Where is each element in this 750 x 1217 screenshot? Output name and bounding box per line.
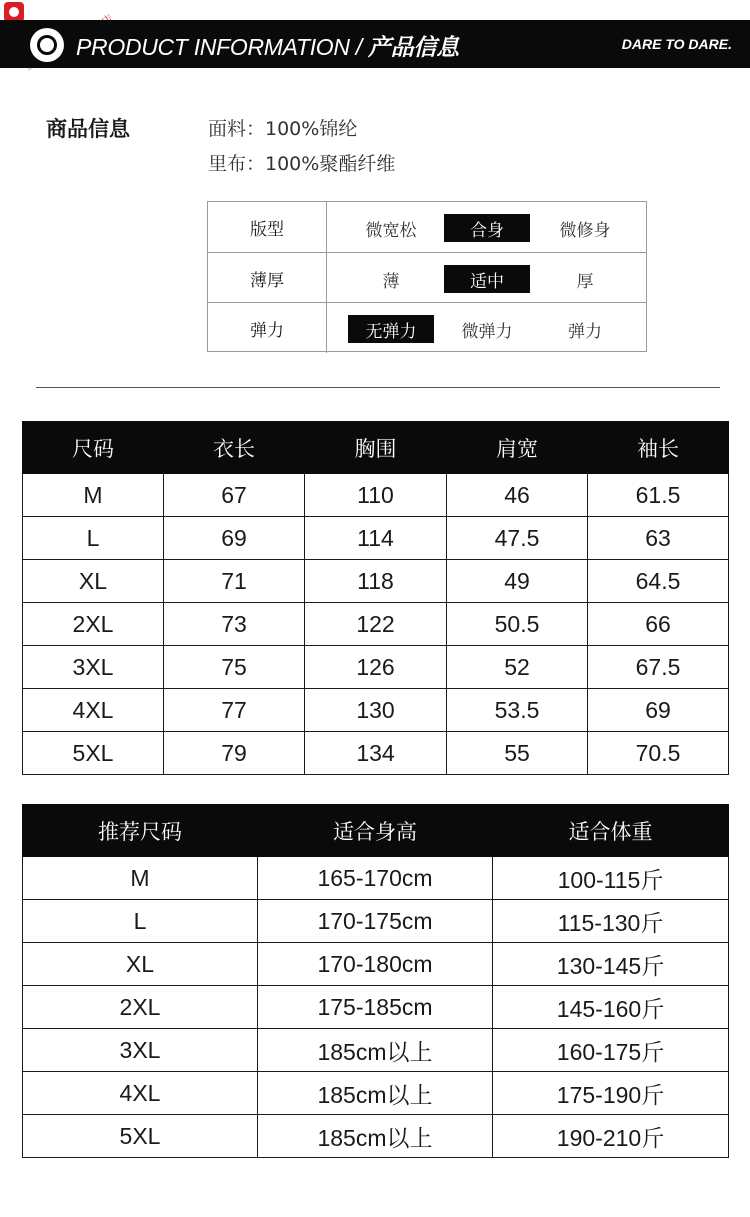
table-row	[23, 986, 729, 1029]
recommend-cell: M	[23, 857, 258, 900]
attribute-option-selected: 适中	[444, 265, 530, 293]
recommend-cell: 2XL	[23, 986, 258, 1029]
fabric-line: 面料：100%锦纶	[208, 118, 358, 140]
size-chart-cell: M	[23, 474, 164, 517]
recommend-cell: 185cm以上	[258, 1115, 493, 1158]
recommend-cell: 185cm以上	[258, 1072, 493, 1115]
recommend-cell: 3XL	[23, 1029, 258, 1072]
size-chart-header-cell: 衣长	[164, 422, 305, 474]
recommend-cell: L	[23, 900, 258, 943]
recommend-cell: 115-130斤	[493, 900, 729, 943]
brand-logo	[4, 2, 24, 22]
size-chart-cell: 122	[305, 603, 447, 646]
attribute-option: 微弹力	[461, 321, 513, 342]
size-chart-cell: 64.5	[588, 560, 729, 603]
size-chart-cell: 63	[588, 517, 729, 560]
recommend-cell: 5XL	[23, 1115, 258, 1158]
attribute-row-stretch	[208, 302, 646, 353]
recommend-cell: 175-185cm	[258, 986, 493, 1029]
size-chart-cell: 5XL	[23, 732, 164, 775]
size-chart-cell: 73	[164, 603, 305, 646]
size-chart-cell: 46	[447, 474, 588, 517]
size-chart-cell: 67.5	[588, 646, 729, 689]
table-row	[23, 1115, 729, 1158]
size-chart-header-cell: 胸围	[305, 422, 447, 474]
attribute-option-selected: 合身	[444, 214, 530, 242]
attribute-table	[207, 201, 647, 352]
attribute-option: 微修身	[559, 220, 611, 241]
recommend-size-table	[22, 804, 729, 1158]
attribute-label: 版型	[208, 202, 327, 252]
size-chart-cell: 47.5	[447, 517, 588, 560]
table-row	[23, 732, 729, 775]
recommend-cell: 175-190斤	[493, 1072, 729, 1115]
size-chart-cell: XL	[23, 560, 164, 603]
size-chart-cell: 55	[447, 732, 588, 775]
table-row	[23, 1072, 729, 1115]
product-info-heading: 商品信息	[46, 117, 130, 141]
section-divider	[36, 387, 720, 388]
size-chart-header-cell: 尺码	[23, 422, 164, 474]
recommend-cell: 190-210斤	[493, 1115, 729, 1158]
size-chart-cell: 53.5	[447, 689, 588, 732]
table-row	[23, 900, 729, 943]
size-chart-cell: 110	[305, 474, 447, 517]
table-row	[23, 689, 729, 732]
size-chart-cell: 66	[588, 603, 729, 646]
recommend-cell: 170-180cm	[258, 943, 493, 986]
recommend-cell: XL	[23, 943, 258, 986]
recommend-header-row	[23, 805, 729, 857]
table-row	[23, 560, 729, 603]
size-chart-cell: 69	[164, 517, 305, 560]
table-row	[23, 1029, 729, 1072]
size-chart-cell: 70.5	[588, 732, 729, 775]
banner-slogan: DARE TO DARE.	[621, 36, 732, 52]
size-chart-cell: 118	[305, 560, 447, 603]
size-chart-cell: 2XL	[23, 603, 164, 646]
size-chart-cell: 79	[164, 732, 305, 775]
recommend-cell: 170-175cm	[258, 900, 493, 943]
table-row	[23, 943, 729, 986]
recommend-header-cell: 适合体重	[493, 805, 729, 857]
banner-title-cn: 产品信息	[367, 34, 459, 60]
size-chart-header-cell: 袖长	[588, 422, 729, 474]
attribute-option: 弹力	[568, 321, 602, 342]
table-row	[23, 517, 729, 560]
size-chart-cell: 126	[305, 646, 447, 689]
size-chart-cell: 130	[305, 689, 447, 732]
lining-line: 里布：100%聚酯纤维	[208, 153, 396, 175]
size-chart-cell: 4XL	[23, 689, 164, 732]
size-chart-cell: 69	[588, 689, 729, 732]
attribute-option-selected: 无弹力	[348, 315, 434, 343]
recommend-cell: 165-170cm	[258, 857, 493, 900]
attribute-option: 薄	[382, 271, 400, 292]
recommend-cell: 160-175斤	[493, 1029, 729, 1072]
size-chart-cell: 67	[164, 474, 305, 517]
table-row	[23, 646, 729, 689]
recommend-cell: 4XL	[23, 1072, 258, 1115]
size-chart-cell: 50.5	[447, 603, 588, 646]
size-chart-cell: 61.5	[588, 474, 729, 517]
size-chart-table	[22, 421, 729, 775]
attribute-label: 薄厚	[208, 253, 327, 303]
size-chart-cell: 52	[447, 646, 588, 689]
attribute-label: 弹力	[208, 303, 327, 353]
size-chart-cell: L	[23, 517, 164, 560]
size-chart-cell: 71	[164, 560, 305, 603]
size-chart-cell: 77	[164, 689, 305, 732]
recommend-cell: 185cm以上	[258, 1029, 493, 1072]
table-row	[23, 603, 729, 646]
table-row	[23, 857, 729, 900]
recommend-cell: 145-160斤	[493, 986, 729, 1029]
recommend-cell: 130-145斤	[493, 943, 729, 986]
size-chart-cell: 3XL	[23, 646, 164, 689]
size-chart-cell: 75	[164, 646, 305, 689]
attribute-row-thickness	[208, 252, 646, 303]
attribute-option: 微宽松	[365, 220, 417, 241]
recommend-cell: 100-115斤	[493, 857, 729, 900]
recommend-header-cell: 适合身高	[258, 805, 493, 857]
banner-title-en: PRODUCT INFORMATION /	[76, 34, 368, 60]
attribute-row-fit	[208, 202, 646, 252]
banner-title	[76, 29, 459, 62]
brand-emblem-icon	[30, 28, 64, 62]
size-chart-header-cell: 肩宽	[447, 422, 588, 474]
size-chart-cell: 49	[447, 560, 588, 603]
attribute-option: 厚	[576, 271, 594, 292]
header-banner	[0, 20, 750, 68]
size-chart-cell: 134	[305, 732, 447, 775]
size-chart-header-row	[23, 422, 729, 474]
recommend-header-cell: 推荐尺码	[23, 805, 258, 857]
table-row	[23, 474, 729, 517]
size-chart-cell: 114	[305, 517, 447, 560]
